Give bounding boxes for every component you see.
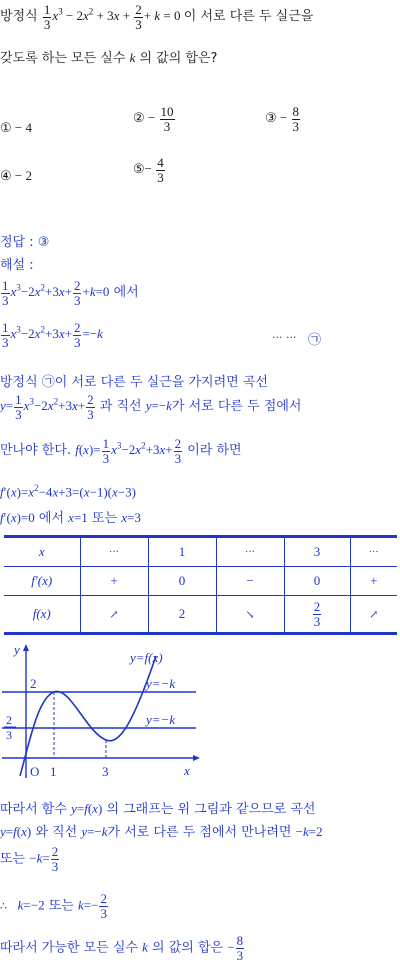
solution-line-4: y= $\frac{1}{3}$ $x^3-2x^2+3x+$ $\frac{2}{3}$ 과 직선 y=−k가 서로 다른 두 점에서 <box>0 392 302 422</box>
line-label-bottom: y=−k <box>146 712 176 727</box>
tick-two-thirds-den: 3 <box>6 728 12 742</box>
conclusion-line-2: y=f(x) 와 직선 y=−k가 서로 다른 두 점에서 만나려면 −k=2 <box>0 824 323 840</box>
problem-equation: $\frac{1}{3}$ $x^3 - 2x^2 + 3x$ + $\frac{2}{3}$ + k = 0 <box>43 2 181 32</box>
axis-y-label: y <box>14 642 20 657</box>
choice-4[interactable]: ④ − 2 <box>0 168 32 183</box>
origin-label: O <box>30 764 40 779</box>
var-k: k <box>129 50 136 65</box>
conclusion-line-1: 따라서 함수 y=f(x) 의 그래프는 위 그림과 같으므로 곡선 <box>0 801 316 817</box>
problem-prefix: 방정식 <box>0 9 38 25</box>
line-label-top: y=−k <box>146 676 176 691</box>
conclusion-line-3: 또는 −k= $\frac{2}{3}$ <box>0 844 59 874</box>
critical-points-line: f′(x)=0 에서 x=1 또는 x=3 <box>0 510 141 526</box>
problem-line-2 <box>0 47 217 66</box>
problem-text-b: 의 값의 합은? <box>139 51 218 66</box>
final-line: 따라서 가능한 모든 실수 k 의 값의 합은 − $\frac{8}{3}$ <box>0 933 244 963</box>
axis-x-label: x <box>184 763 190 778</box>
dots: ··· ··· <box>272 331 297 344</box>
therefore-line: ∴ k=−2 또는 k=− $\frac{2}{3}$ <box>0 891 107 921</box>
choice-5[interactable]: ⑤− $\frac{4}{3}$ <box>133 155 164 185</box>
table-row: f(x) ↗ 2 ↘ $\frac{2}{3}$ ↗ <box>4 596 397 634</box>
tick-1: 1 <box>50 764 57 779</box>
answer-label: 정답 : ③ <box>0 235 50 250</box>
y-axis-arrow-icon <box>23 644 29 651</box>
table-row: x ··· 1 ··· 3 ··· <box>4 537 397 567</box>
tick-3: 3 <box>102 764 109 779</box>
tick-2: 2 <box>30 676 37 691</box>
table-row: f′(x) + 0 − 0 + <box>4 567 397 596</box>
choice-2[interactable]: ② − $\frac{10}{3}$ <box>133 104 174 134</box>
solution-line-1: $\frac{1}{3}$ $x^3-2x^2+3x+$ $\frac{2}{3}$ +k=0 에서 <box>2 278 139 308</box>
problem-suffix: 이 서로 다른 두 실근을 <box>183 9 314 25</box>
problem-line-1 <box>0 3 313 31</box>
sign-table <box>4 535 397 635</box>
choice-1[interactable]: ① − 4 <box>0 120 32 135</box>
solution-line-2: $\frac{1}{3}$ $x^3-2x^2+3x+$ $\frac{2}{3}$ =−k <box>2 320 103 350</box>
curve-label: y=f(x) <box>130 650 163 665</box>
function-graph <box>0 640 210 780</box>
circled-label: ㉠ <box>308 333 322 348</box>
choice-3[interactable]: ③ − $\frac{8}{3}$ <box>265 104 299 134</box>
tick-two-thirds-num: 2 <box>6 713 12 727</box>
problem-text-a: 갖도록 하는 모든 실수 <box>0 51 126 66</box>
x-axis-arrow-icon <box>193 755 200 761</box>
solution-line-3: 방정식 ㉠이 서로 다른 두 실근을 가지려면 곡선 <box>0 375 268 390</box>
derivative-line: $f'(x)=x^2-4x+3=(x-1)(x-3)$ <box>0 483 136 500</box>
solution-line-5: 만나야 한다. f(x)= $\frac{1}{3}$ $x^3-2x^2+3x+$ $\frac{2}{3}$ 이라 하면 <box>0 436 242 466</box>
explain-label: 해설 : <box>0 258 34 273</box>
